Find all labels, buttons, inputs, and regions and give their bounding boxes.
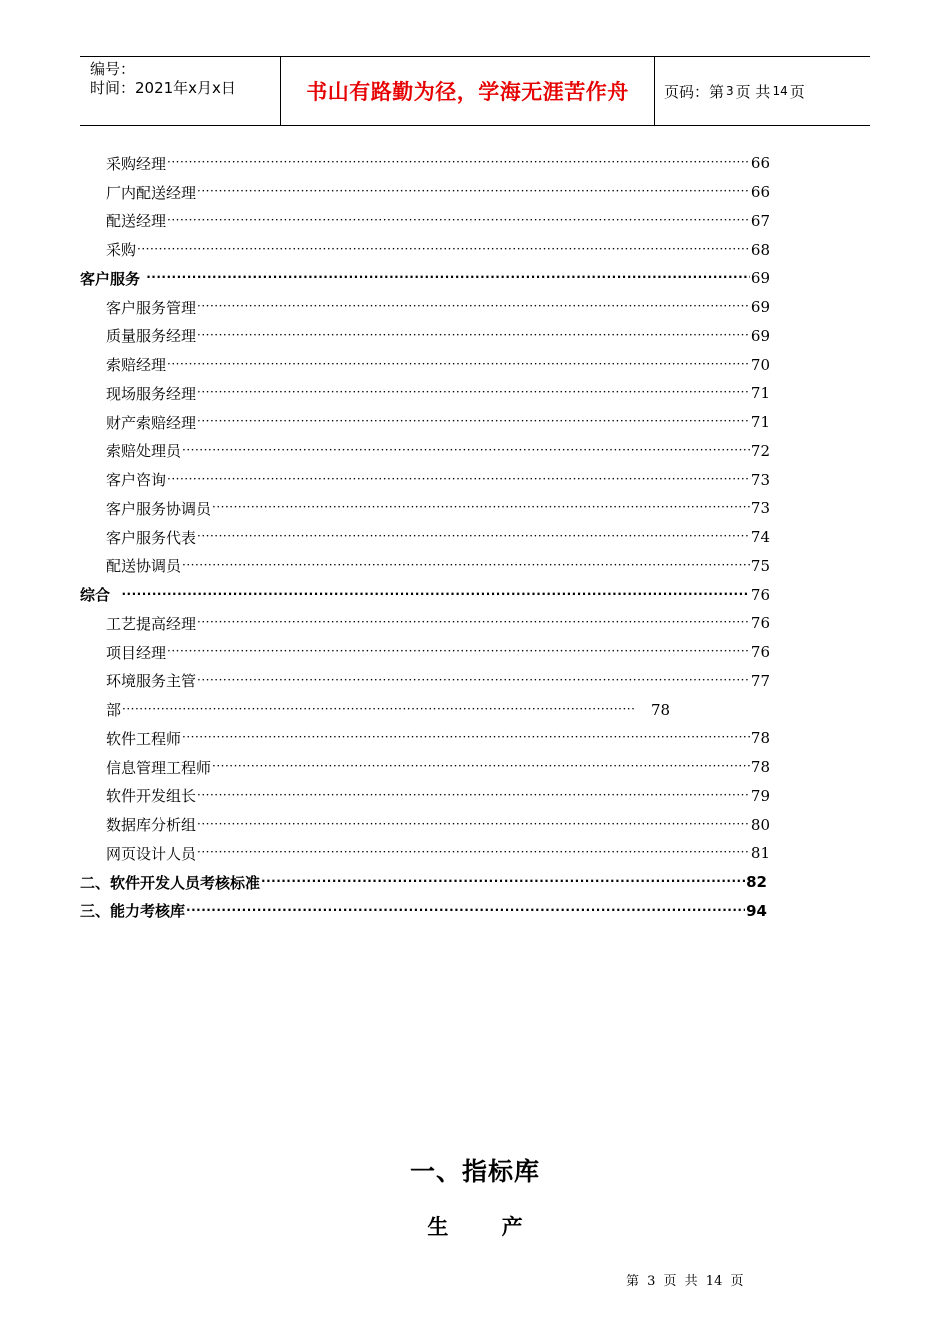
toc-leader [197, 615, 750, 629]
page-total: 14 [772, 84, 788, 98]
toc-entry-title: 客户服务协调员 [106, 499, 212, 518]
toc-entry-page: 76 [750, 614, 770, 633]
toc-entry[interactable] [80, 465, 770, 494]
toc-entry-title: 项目经理 [106, 643, 167, 662]
toc-entry-title: 软件工程师 [106, 729, 182, 748]
toc-entry-title: 质量服务经理 [106, 327, 197, 346]
toc-section-title: 客户服务 [80, 269, 141, 288]
toc-entry-page: 68 [750, 240, 770, 259]
toc-entry-page: 73 [750, 499, 770, 518]
toc-entry-title: 客户服务代表 [106, 528, 197, 547]
toc-entry-page: 78 [651, 700, 671, 719]
page-mid: 页 共 [735, 82, 771, 101]
toc-section-title: 三、能力考核库 [80, 902, 186, 921]
toc-leader [167, 357, 750, 371]
toc-section[interactable] [80, 868, 767, 897]
toc-leader [186, 903, 745, 917]
toc-section-title: 二、软件开发人员考核标准 [80, 873, 261, 892]
toc-leader [197, 817, 750, 831]
toc-entry[interactable] [80, 839, 770, 868]
toc-entry[interactable] [80, 437, 770, 466]
toc-entry-page: 78 [750, 729, 770, 748]
toc-entry-page: 70 [750, 355, 770, 374]
toc-leader [182, 558, 750, 572]
toc-section-page: 76 [750, 585, 770, 604]
toc-section[interactable] [80, 264, 770, 293]
toc-leader [197, 184, 750, 198]
toc-entry-page: 69 [750, 298, 770, 317]
toc-leader [167, 155, 750, 169]
toc-leader [137, 242, 750, 256]
toc-entry-page: 74 [750, 528, 770, 547]
toc-leader [197, 788, 750, 802]
toc-entry-page: 71 [750, 384, 770, 403]
toc-entry-title: 财产索赔经理 [106, 413, 197, 432]
toc-section[interactable] [80, 897, 767, 926]
toc-entry-page: 66 [750, 183, 770, 202]
toc-entry-title: 采购经理 [106, 154, 167, 173]
toc-leader [212, 500, 750, 514]
toc-entry[interactable] [80, 207, 770, 236]
toc-leader [167, 472, 750, 486]
sub-heading: 生 产 [427, 1215, 523, 1239]
number-label: 编号： [90, 60, 136, 78]
toc-entry-title: 客户服务管理 [106, 298, 197, 317]
toc-entry[interactable] [80, 322, 770, 351]
toc-leader [197, 414, 750, 428]
page-number: 3 [726, 84, 734, 98]
header-meta [80, 57, 281, 125]
toc-entry[interactable] [80, 379, 770, 408]
toc-entry-page: 80 [750, 815, 770, 834]
toc-entry[interactable] [80, 350, 770, 379]
toc-entry-page: 78 [750, 758, 770, 777]
toc-section-page: 69 [750, 269, 770, 288]
toc-entry-page: 75 [750, 556, 770, 575]
toc-entry-page: 77 [750, 671, 770, 690]
document-header [80, 56, 870, 126]
page-footer: 第 3 页 共 14 页 [626, 1274, 744, 1289]
toc-entry-title: 厂内配送经理 [106, 183, 197, 202]
toc-entry[interactable] [80, 695, 770, 724]
toc-entry[interactable] [80, 523, 770, 552]
toc-entry-title: 信息管理工程师 [106, 758, 212, 777]
toc-entry-title: 索赔经理 [106, 356, 167, 375]
toc-leader [197, 529, 750, 543]
toc-entry-title: 部 [106, 701, 122, 720]
toc-section-page: 94 [746, 901, 767, 920]
toc-entry[interactable] [80, 638, 770, 667]
toc-entry[interactable] [80, 149, 770, 178]
table-of-contents [80, 149, 770, 925]
toc-entry-title: 采购 [106, 241, 137, 260]
toc-entry-title: 软件开发组长 [106, 787, 197, 806]
toc-leader [261, 874, 745, 888]
header-motto: 书山有路勤为径，学海无涯苦作舟 [281, 57, 655, 125]
toc-entry-title: 数据库分析组 [106, 816, 197, 835]
toc-entry[interactable] [80, 235, 770, 264]
toc-leader [197, 673, 750, 687]
toc-entry-title: 网页设计人员 [106, 844, 197, 863]
toc-entry-page: 76 [750, 643, 770, 662]
toc-section-page: 82 [746, 873, 767, 892]
toc-leader [146, 270, 750, 284]
toc-entry-page: 69 [750, 326, 770, 345]
toc-entry[interactable] [80, 609, 770, 638]
toc-entry-title: 配送协调员 [106, 557, 182, 576]
time-label: 时间：2021年x月x日 [90, 79, 236, 97]
toc-leader [121, 587, 749, 601]
toc-entry-page: 72 [750, 441, 770, 460]
toc-leader [197, 299, 750, 313]
toc-entry-title: 配送经理 [106, 212, 167, 231]
toc-entry-page: 79 [750, 786, 770, 805]
toc-section[interactable] [80, 580, 770, 609]
toc-entry-title: 环境服务主管 [106, 672, 197, 691]
toc-entry-title: 索赔处理员 [106, 442, 182, 461]
main-heading: 一、指标库 [409, 1157, 540, 1186]
toc-leader [182, 443, 750, 457]
toc-entry-title: 客户咨询 [106, 471, 167, 490]
toc-leader [212, 759, 750, 773]
toc-entry-page: 71 [750, 413, 770, 432]
toc-entry-title: 现场服务经理 [106, 384, 197, 403]
toc-leader [197, 328, 750, 342]
toc-entry[interactable] [80, 293, 770, 322]
toc-leader [197, 845, 750, 859]
toc-entry[interactable] [80, 810, 770, 839]
toc-entry[interactable] [80, 494, 770, 523]
toc-leader [197, 385, 750, 399]
toc-section-title: 综合 [80, 586, 111, 605]
toc-entry-page: 67 [750, 211, 770, 230]
toc-entry[interactable] [80, 178, 770, 207]
page-prefix: 页码：第 [664, 82, 725, 101]
toc-entry-page: 66 [750, 154, 770, 173]
toc-entry[interactable] [80, 753, 770, 782]
toc-leader [122, 702, 636, 716]
toc-entry[interactable] [80, 782, 770, 811]
toc-entry[interactable] [80, 552, 770, 581]
toc-entry-title: 工艺提高经理 [106, 614, 197, 633]
toc-entry[interactable] [80, 724, 770, 753]
page-suffix: 页 [789, 82, 805, 101]
toc-leader [167, 213, 750, 227]
toc-entry[interactable] [80, 667, 770, 696]
toc-entry-page: 81 [750, 844, 770, 863]
toc-entry[interactable] [80, 408, 770, 437]
header-page-info [655, 57, 870, 125]
toc-leader [182, 730, 750, 744]
toc-entry-page: 73 [750, 470, 770, 489]
toc-leader [167, 644, 750, 658]
